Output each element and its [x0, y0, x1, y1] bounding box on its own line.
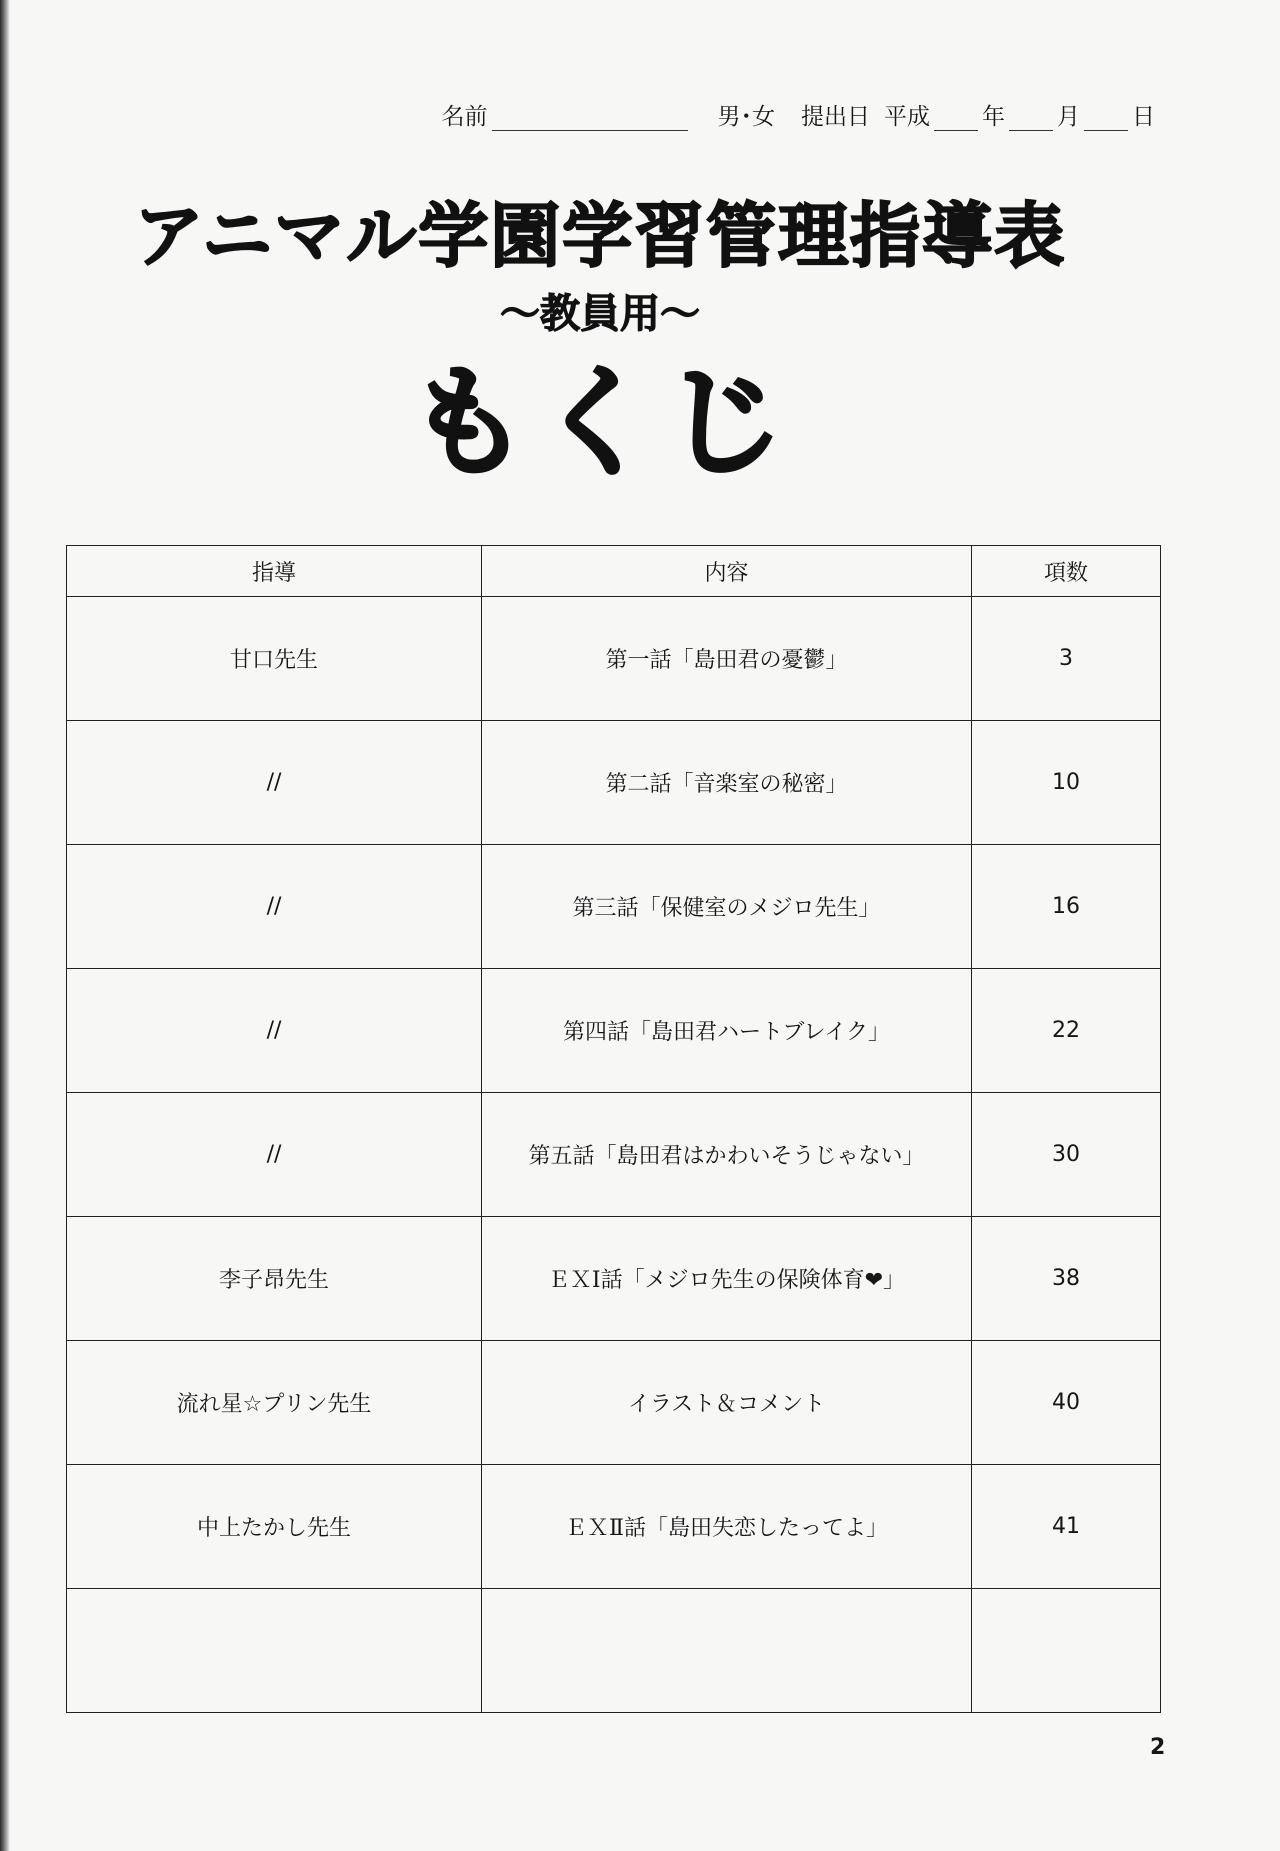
teacher-cell: //: [67, 721, 482, 845]
table-row: [67, 1217, 1161, 1341]
content-cell: [482, 1589, 972, 1713]
name-label: 名前: [441, 104, 488, 130]
teacher-cell: //: [67, 969, 482, 1093]
teacher-cell: 流れ星☆プリン先生: [67, 1341, 482, 1465]
page-cell: 38: [972, 1217, 1161, 1341]
page-number: 2: [1150, 1735, 1166, 1760]
name-blank[interactable]: [492, 106, 688, 131]
page-cell: 3: [972, 597, 1161, 721]
content-cell: イラスト＆コメント: [482, 1341, 972, 1465]
month-blank[interactable]: [1009, 106, 1053, 131]
table-row: [67, 1093, 1161, 1217]
content-cell: 第一話「島田君の憂鬱」: [482, 597, 972, 721]
page-cell: [972, 1589, 1161, 1713]
content-cell: 第二話「音楽室の秘密」: [482, 721, 972, 845]
toc-header-row: [67, 546, 1161, 597]
teacher-cell: [67, 1589, 482, 1713]
column-header-content: 内容: [482, 546, 972, 597]
content-cell: 第三話「保健室のメジロ先生」: [482, 845, 972, 969]
teacher-cell: 李子昂先生: [67, 1217, 482, 1341]
teacher-cell: //: [67, 845, 482, 969]
content-cell: 第四話「島田君ハートブレイク」: [482, 969, 972, 1093]
teacher-cell: 中上たかし先生: [67, 1465, 482, 1589]
page-cell: 41: [972, 1465, 1161, 1589]
page-cell: 22: [972, 969, 1161, 1093]
document-subtitle: ～教員用～: [500, 291, 700, 337]
table-row: [67, 969, 1161, 1093]
table-row: [67, 721, 1161, 845]
content-cell: 第五話「島田君はかわいそうじゃない」: [482, 1093, 972, 1217]
year-blank[interactable]: [934, 106, 978, 131]
column-header-page: 項数: [972, 546, 1161, 597]
toc-table: [66, 545, 1161, 1713]
year-label: 年: [982, 104, 1005, 130]
page-cell: 10: [972, 721, 1161, 845]
month-label: 月: [1057, 104, 1080, 130]
page-cell: 16: [972, 845, 1161, 969]
table-row: [67, 597, 1161, 721]
table-row: [67, 1465, 1161, 1589]
header-fields: [442, 98, 1156, 131]
submit-date-label: 提出日: [801, 104, 870, 130]
day-label: 日: [1132, 104, 1155, 130]
page-cell: 30: [972, 1093, 1161, 1217]
day-blank[interactable]: [1084, 106, 1128, 131]
table-row-empty: [67, 1589, 1161, 1713]
teacher-cell: 甘口先生: [67, 597, 482, 721]
toc-heading: もくじ: [408, 354, 792, 493]
table-row: [67, 845, 1161, 969]
page-cell: 40: [972, 1341, 1161, 1465]
content-cell: ＥＸⅠ話「メジロ先生の保険体育❤」: [482, 1217, 972, 1341]
content-cell: ＥＸⅡ話「島田失恋したってよ」: [482, 1465, 972, 1589]
column-header-teacher: 指導: [67, 546, 482, 597]
gender-label: 男･女: [717, 104, 775, 130]
era-label: 平成: [884, 104, 930, 130]
table-row: [67, 1341, 1161, 1465]
teacher-cell: //: [67, 1093, 482, 1217]
document-title: アニマル学園学習管理指導表: [133, 195, 1067, 277]
